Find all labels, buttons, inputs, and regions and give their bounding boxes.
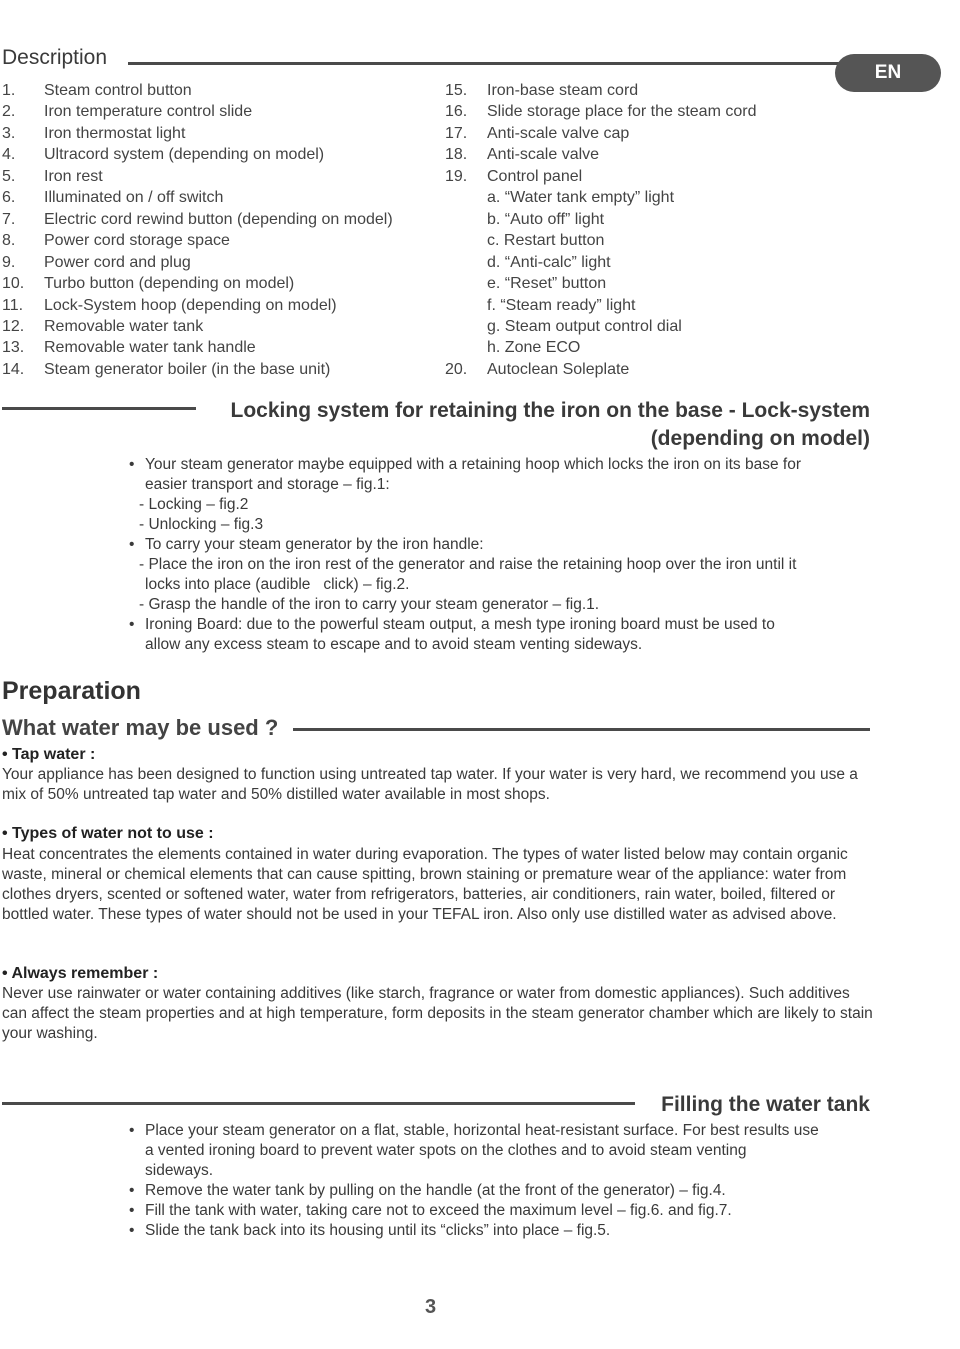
- parts-list-text: Control panel: [487, 167, 583, 185]
- water-types-heading: • Types of water not to use :: [2, 825, 214, 842]
- parts-list-text: Anti-scale valve cap: [487, 124, 630, 142]
- parts-list-text: Removable water tank: [44, 317, 204, 335]
- parts-list-number: 4.: [2, 146, 16, 164]
- parts-list-item: [445, 337, 756, 358]
- parts-list-item: [2, 187, 393, 208]
- always-remember-heading-text: Always remember :: [11, 965, 159, 982]
- parts-list-text: b. “Auto off” light: [487, 210, 605, 228]
- bullet-line: • To carry your steam generator by the iron handle:: [129, 535, 874, 555]
- parts-list-number: 9.: [2, 253, 16, 271]
- locking-instructions: [129, 455, 874, 655]
- parts-list-text: c. Restart button: [487, 232, 605, 250]
- filling-heading: Filling the water tank: [661, 1093, 870, 1116]
- description-heading: Description: [2, 46, 108, 69]
- tap-water-text: Your appliance has been designed to function using untreated tap water. If your water is very hard, we recommend you use a mix of 50% untreated tap water and 50% distilled water available in most shops.: [2, 766, 858, 803]
- tap-water-heading: • Tap water :: [2, 746, 96, 763]
- instruction-line: - Grasp the handle of the iron to carry your steam generator – fig.1.: [139, 596, 600, 613]
- parts-list-text: Iron rest: [44, 167, 103, 185]
- locking-rule: [2, 407, 196, 410]
- instruction-line: sideways.: [145, 1162, 214, 1179]
- parts-list-text: Power cord storage space: [44, 232, 230, 250]
- parts-list-text: d. “Anti-calc” light: [487, 253, 611, 271]
- tap-water-heading-text: Tap water :: [12, 746, 96, 763]
- parts-list-number: 5.: [2, 167, 16, 185]
- parts-list-number: 18.: [445, 146, 468, 164]
- parts-list-left: [2, 80, 393, 380]
- parts-list-item: [445, 209, 756, 230]
- parts-list-text: Lock-System hoop (depending on model): [44, 296, 337, 314]
- parts-list-item: [445, 187, 756, 208]
- parts-list-number: 1.: [2, 82, 16, 99]
- water-heading: What water may be used ?: [2, 715, 279, 740]
- parts-list-number: 15.: [445, 82, 468, 99]
- parts-list-item: [2, 359, 393, 380]
- instruction-line: easier transport and storage – fig.1:: [145, 476, 390, 493]
- description-rule: [128, 62, 878, 65]
- always-remember-heading: • Always remember :: [2, 965, 159, 982]
- parts-list-text: Slide storage place for the steam cord: [487, 103, 757, 121]
- parts-list-text: Iron-base steam cord: [487, 82, 639, 99]
- parts-list-text: Steam control button: [44, 82, 192, 99]
- parts-list-text: Illuminated on / off switch: [44, 189, 224, 207]
- parts-list-text: Iron temperature control slide: [44, 103, 253, 121]
- parts-list-text: Iron thermostat light: [44, 124, 186, 142]
- always-remember-text: Never use rainwater or water containing additives (like starch, fragrance or water from domestic appliances). Such additives can affect the steam properties and at high temperature, form deposits in the steam generator chamber which are likely to stain your washing.: [2, 985, 873, 1042]
- locking-heading: Locking system for retaining the iron on the base - Lock-system: [230, 399, 870, 422]
- parts-list-item: [2, 316, 393, 337]
- parts-list-number: 8.: [2, 232, 16, 250]
- parts-list-text: Ultracord system (depending on model): [44, 146, 325, 164]
- water-rule: [293, 728, 870, 731]
- locking-heading-sub: (depending on model): [650, 427, 870, 450]
- parts-list-number: 13.: [2, 339, 25, 357]
- parts-list-item: [445, 123, 756, 144]
- parts-list-text: Anti-scale valve: [487, 146, 600, 164]
- parts-list-number: 7.: [2, 210, 16, 228]
- parts-list-item: [445, 230, 756, 251]
- parts-list-text: h. Zone ECO: [487, 339, 581, 357]
- parts-list-number: 19.: [445, 167, 468, 185]
- parts-list-item: [445, 101, 756, 122]
- parts-list-item: [2, 230, 393, 251]
- parts-list-number: 3.: [2, 124, 16, 142]
- parts-list-item: [445, 166, 756, 187]
- parts-list-number: 11.: [2, 296, 24, 314]
- parts-list-item: [2, 295, 393, 316]
- parts-list-item: [2, 101, 393, 122]
- parts-list-number: 2.: [2, 103, 16, 121]
- parts-list-number: 6.: [2, 189, 16, 207]
- parts-list-text: e. “Reset” button: [487, 275, 607, 293]
- parts-list-text: g. Steam output control dial: [487, 317, 682, 335]
- parts-list-item: [445, 80, 756, 101]
- instruction-line: - Place the iron on the iron rest of the generator and raise the retaining hoop over the iron until it: [139, 556, 797, 573]
- filling-rule: [2, 1102, 635, 1105]
- bullet-line: • Your steam generator maybe equipped with a retaining hoop which locks the iron on its base for: [129, 455, 874, 475]
- parts-list-item: [445, 359, 756, 380]
- instruction-line: a vented ironing board to prevent water spots on the clothes and to avoid steam venting: [145, 1142, 747, 1159]
- parts-list-item: [2, 337, 393, 358]
- parts-list-item: [445, 273, 756, 294]
- language-badge: EN: [835, 54, 941, 92]
- parts-list-right: [445, 80, 756, 380]
- parts-list-number: 16.: [445, 103, 468, 121]
- filling-instructions: [129, 1121, 874, 1241]
- parts-list-text: Power cord and plug: [44, 253, 191, 271]
- water-types-heading-text: Types of water not to use :: [12, 825, 214, 842]
- parts-list-number: 14.: [2, 360, 25, 378]
- instruction-line: allow any excess steam to escape and to avoid steam venting sideways.: [145, 636, 643, 653]
- parts-list-item: [445, 144, 756, 165]
- parts-list-text: a. “Water tank empty” light: [487, 189, 675, 207]
- parts-list-item: [445, 316, 756, 337]
- parts-list-item: [445, 252, 756, 273]
- parts-list-text: Steam generator boiler (in the base unit): [44, 360, 331, 378]
- bullet-line: • Remove the water tank by pulling on the handle (at the front of the generator) – fig.4.: [129, 1181, 874, 1201]
- parts-list-text: Autoclean Soleplate: [487, 360, 630, 378]
- parts-list-text: Removable water tank handle: [44, 339, 256, 357]
- parts-list-number: 20.: [445, 360, 468, 378]
- bullet-line: • Ironing Board: due to the powerful steam output, a mesh type ironing board must be used to: [129, 615, 874, 635]
- parts-list-number: 17.: [445, 124, 468, 142]
- parts-list-text: Electric cord rewind button (depending on model): [44, 210, 393, 228]
- parts-list-number: 12.: [2, 317, 25, 335]
- parts-list-text: Turbo button (depending on model): [44, 275, 295, 293]
- parts-list-item: [2, 166, 393, 187]
- parts-list-item: [2, 123, 393, 144]
- preparation-heading: Preparation: [2, 677, 141, 705]
- water-types-text: Heat concentrates the elements contained in water during evaporation. The types of water listed below may contain organic waste, mineral or chemical elements that can cause spitting, brown staining or premature wear of the appliance: water from clothes dryers, scented or softened water, water from refrigerators, batteries, air conditioners, rain water, boiled, filtered or bottled water. These types of water should not be used in your TEFAL iron. Also only use distilled water as advised above.: [2, 846, 848, 923]
- page-number: 3: [425, 1296, 437, 1318]
- bullet-line: • Fill the tank with water, taking care not to exceed the maximum level – fig.6. and fig.7.: [129, 1201, 874, 1221]
- bullet-line: • Slide the tank back into its housing until its “clicks” into place – fig.5.: [129, 1221, 874, 1241]
- instruction-line: locks into place (audible click) – fig.2.: [145, 576, 410, 593]
- instruction-line: - Unlocking – fig.3: [139, 516, 264, 533]
- bullet-line: • Place your steam generator on a flat, stable, horizontal heat-resistant surface. For best results use: [129, 1121, 874, 1141]
- parts-list-number: 10.: [2, 275, 25, 293]
- instruction-line: - Locking – fig.2: [139, 496, 249, 513]
- parts-list-item: [2, 273, 393, 294]
- parts-list-text: f. “Steam ready” light: [487, 296, 636, 314]
- parts-list-item: [2, 80, 393, 101]
- parts-list-item: [2, 144, 393, 165]
- parts-list-item: [2, 252, 393, 273]
- parts-list-item: [2, 209, 393, 230]
- parts-list-item: [445, 295, 756, 316]
